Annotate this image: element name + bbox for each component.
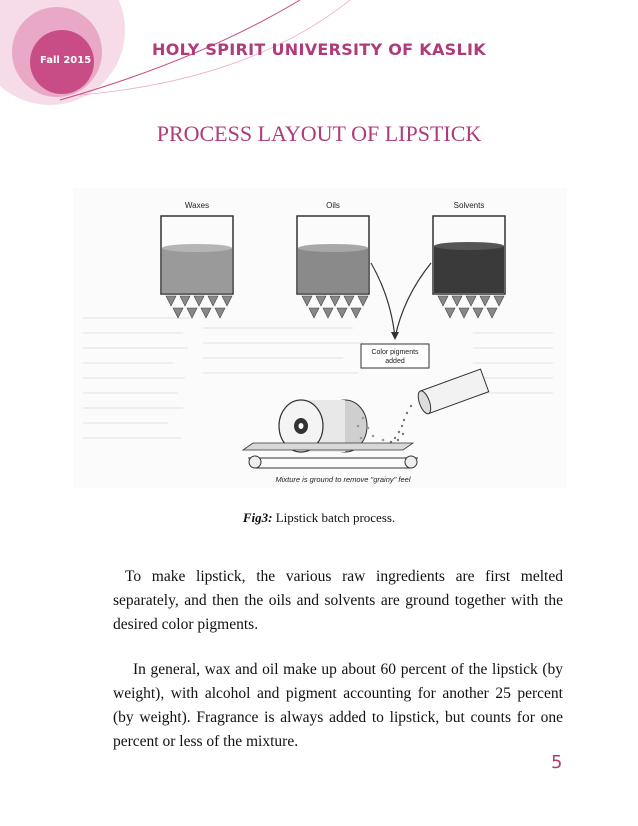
paragraph-2: In general, wax and oil make up about 60 percent of the lipstick (by weight), with alcohol and pigment accounting for another 25 percent (by weight). Fragrance is always added to lipstick, but counts for one percent or less of the mixture. bbox=[113, 661, 563, 750]
page-number: 5 bbox=[551, 752, 563, 773]
paragraph-1: To make lipstick, the various raw ingredients are first melted separately, and then the oils and solvents are ground together with the desired color pigments. bbox=[113, 568, 563, 633]
caption-label: Fig3: bbox=[242, 510, 273, 525]
pigments-label-line2: added bbox=[385, 358, 405, 365]
caption-text: Lipstick batch process. bbox=[272, 510, 396, 525]
lipstick-process-figure bbox=[73, 188, 567, 488]
figure-caption bbox=[0, 510, 638, 526]
solvents-label: Solvents bbox=[453, 201, 485, 210]
university-header bbox=[0, 40, 638, 59]
process-diagram bbox=[73, 188, 567, 488]
season-label: Fall 2015 bbox=[40, 55, 92, 66]
waxes-label: Waxes bbox=[184, 201, 210, 210]
oils-label: Oils bbox=[326, 201, 340, 210]
pigments-label-line1: Color pigments bbox=[371, 349, 419, 356]
university-name: HOLY SPIRIT UNIVERSITY OF KASLIK bbox=[152, 40, 486, 59]
page-title: PROCESS LAYOUT OF LIPSTICK bbox=[156, 121, 482, 146]
mixture-label: Mixture is ground to remove "grainy" feel bbox=[275, 475, 411, 484]
